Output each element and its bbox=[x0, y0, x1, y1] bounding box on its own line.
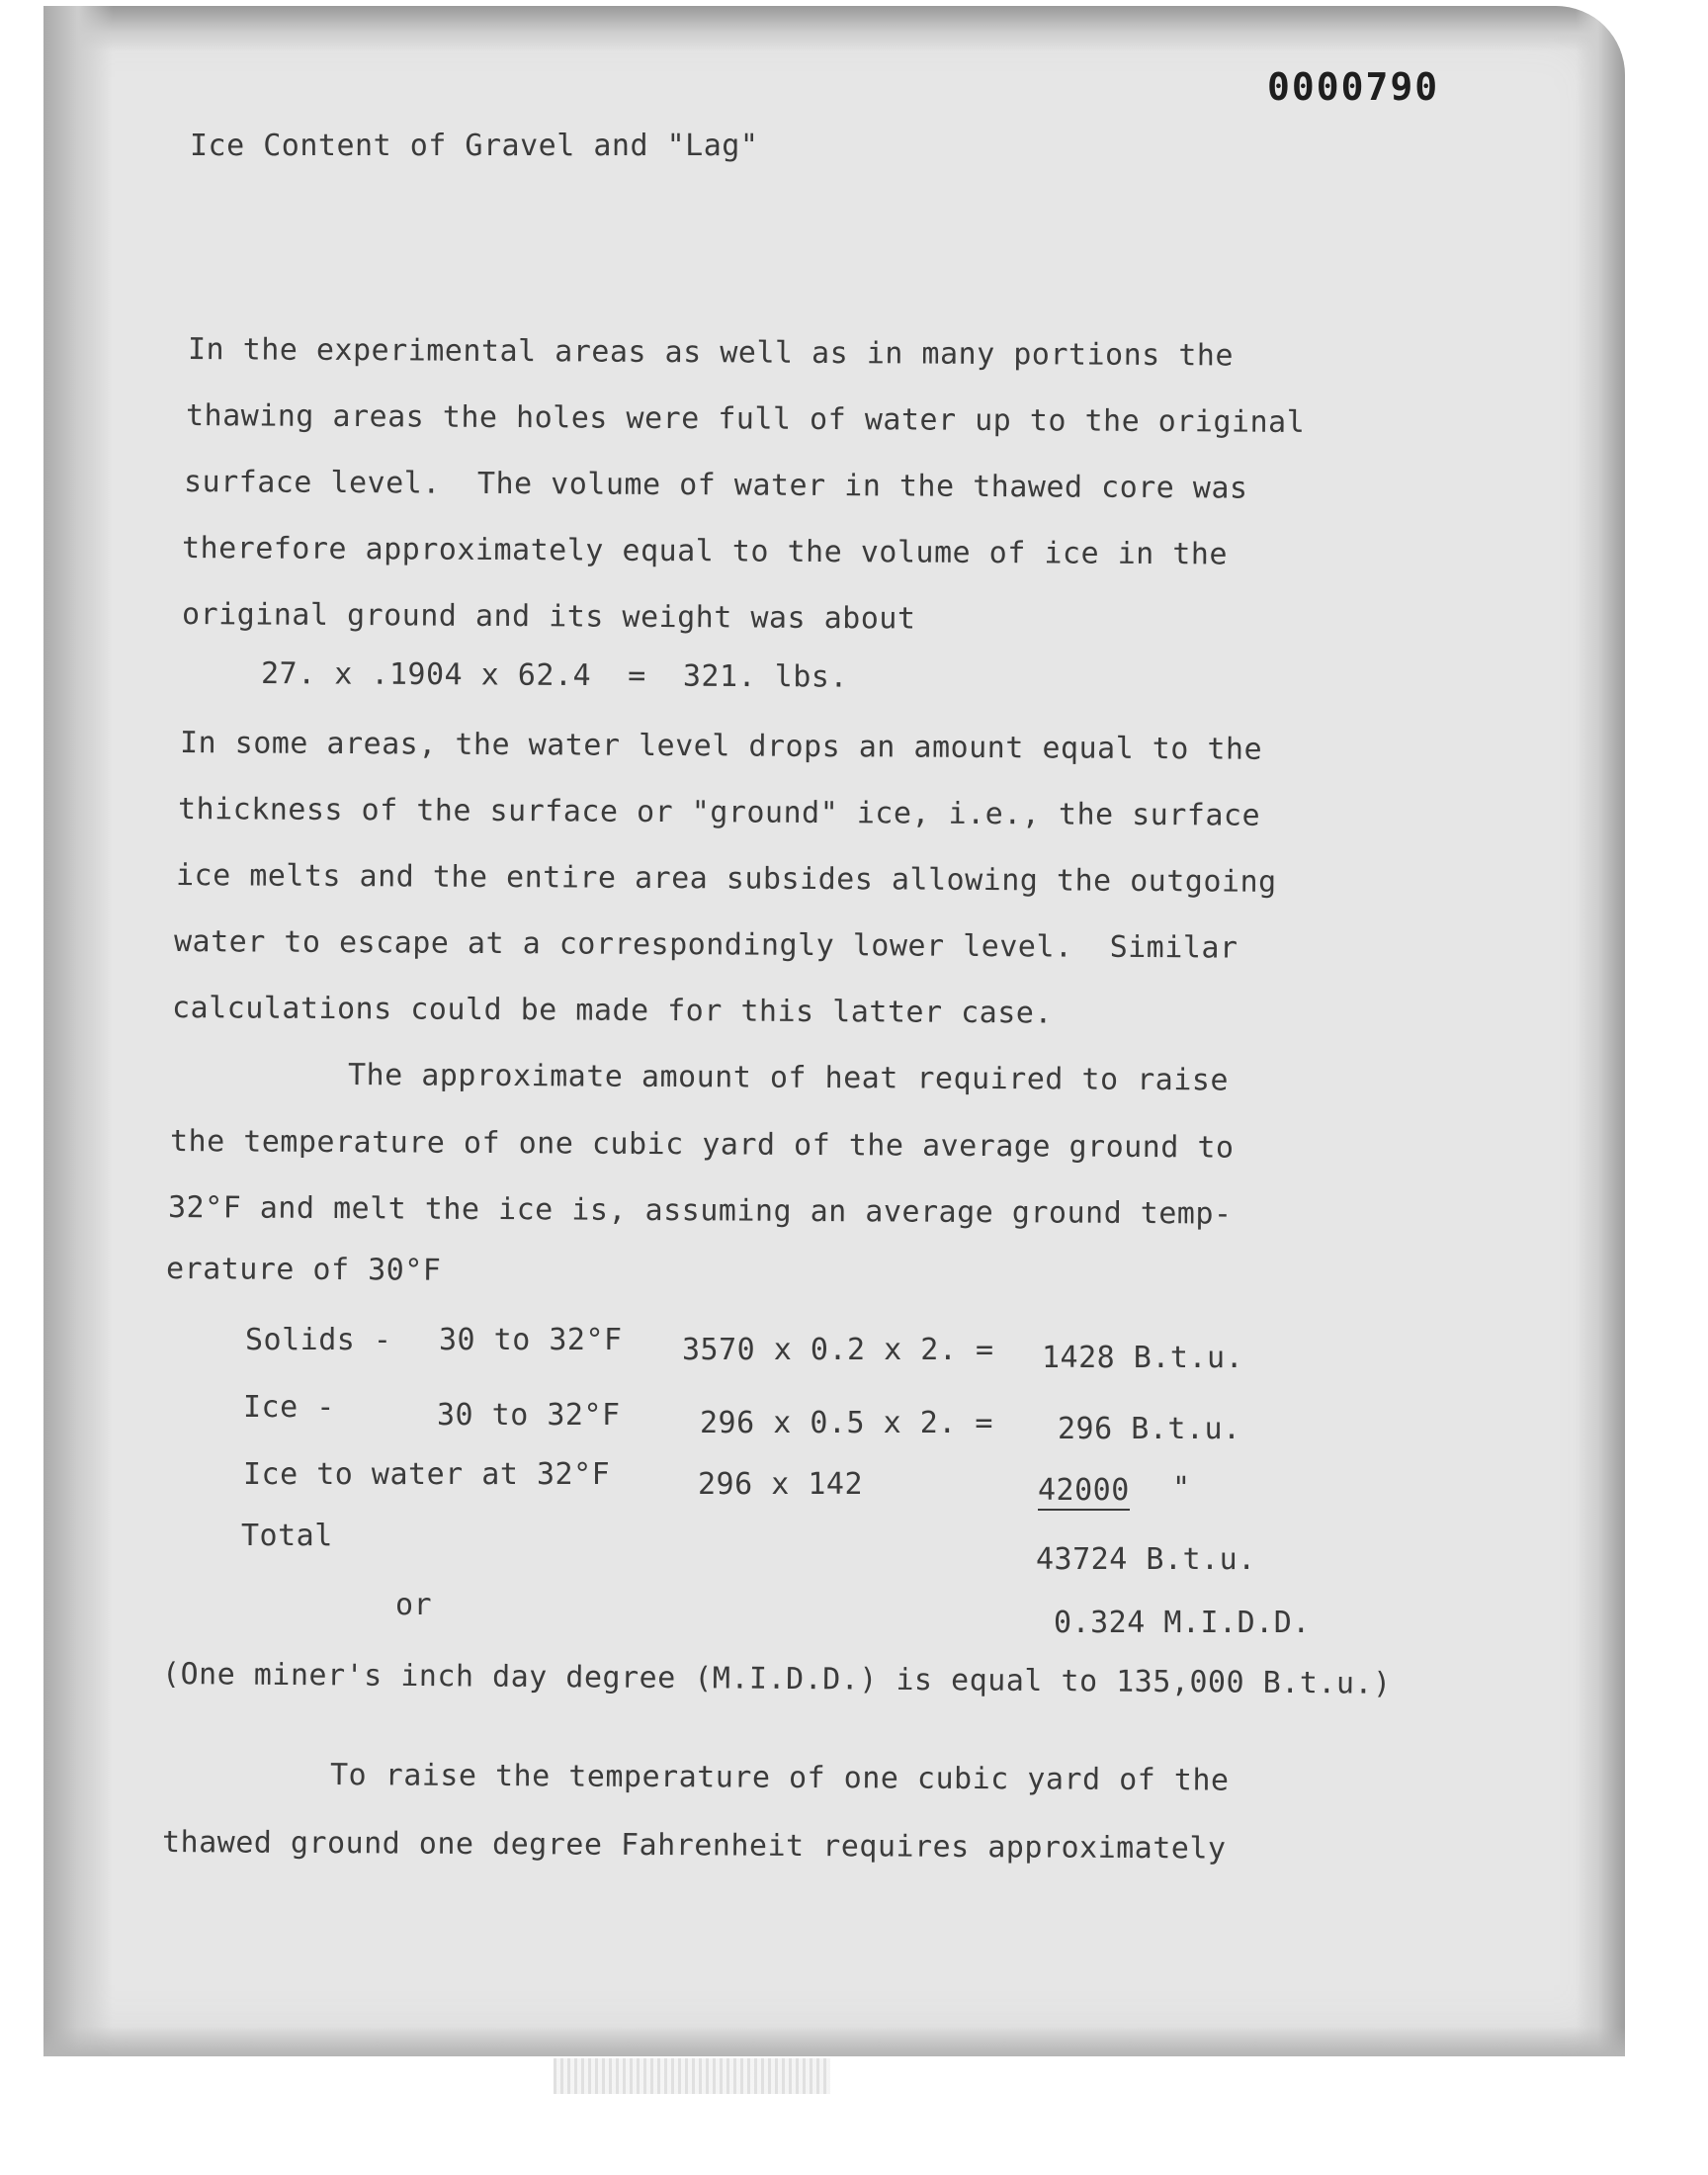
calc-unit: " bbox=[1172, 1471, 1191, 1506]
calc-label: Ice to water at 32°F bbox=[243, 1457, 611, 1492]
calc-expression: 3570 x 0.2 x 2. = bbox=[682, 1333, 994, 1367]
calc-expression: 296 x 142 bbox=[698, 1467, 864, 1502]
body-line: To raise the temperature of one cubic yard of the bbox=[329, 1758, 1230, 1798]
body-line: The approximate amount of heat required to raise bbox=[347, 1058, 1230, 1098]
page-edge-shadow-left bbox=[43, 6, 113, 2056]
calc-expression: 296 x 0.5 x 2. = bbox=[700, 1406, 993, 1440]
page-title: Ice Content of Gravel and "Lag" bbox=[190, 129, 759, 163]
body-line: the temperature of one cubic yard of the average ground to bbox=[169, 1124, 1235, 1166]
calc-range: 30 to 32°F bbox=[439, 1323, 623, 1357]
calc-total-midd: 0.324 M.I.D.D. bbox=[1054, 1606, 1311, 1640]
scanned-page bbox=[43, 6, 1625, 2056]
calc-total-value: 43724 B.t.u. bbox=[1036, 1542, 1256, 1577]
body-line: surface level. The volume of water in the thawed core was bbox=[183, 465, 1248, 506]
body-line: erature of 30°F bbox=[165, 1252, 442, 1288]
body-line: ice melts and the entire area subsides allowing the outgoing bbox=[175, 858, 1277, 900]
midd-definition-note: (One miner's inch day degree (M.I.D.D.) is equal to 135,000 B.t.u.) bbox=[161, 1657, 1392, 1701]
body-line: In the experimental areas as well as in many portions the bbox=[187, 332, 1235, 374]
body-line: original ground and its weight was about bbox=[181, 597, 916, 637]
weight-equation: 27. x .1904 x 62.4 = 321. lbs. bbox=[260, 656, 849, 695]
body-line: water to escape at a correspondingly lower level. Similar bbox=[173, 924, 1238, 966]
body-line: thawing areas the holes were full of water up to the original bbox=[185, 398, 1306, 440]
document-number: 0000790 bbox=[1267, 65, 1440, 109]
page-edge-shadow-top bbox=[43, 6, 1625, 51]
calc-label: Ice - bbox=[243, 1390, 335, 1425]
calc-label: or bbox=[395, 1588, 433, 1622]
calc-value: 1428 B.t.u. bbox=[1042, 1341, 1244, 1375]
calc-label: Total bbox=[241, 1519, 333, 1553]
binding-mark bbox=[554, 2058, 830, 2094]
page-edge-shadow-bottom bbox=[43, 2027, 1625, 2056]
body-line: 32°F and melt the ice is, assuming an average ground temp- bbox=[167, 1190, 1233, 1232]
page-edge-shadow-right bbox=[1576, 6, 1625, 2056]
body-line: therefore approximately equal to the volume of ice in the bbox=[181, 531, 1229, 572]
body-line: In some areas, the water level drops an amount equal to the bbox=[179, 726, 1263, 767]
body-line: calculations could be made for this latter case. bbox=[171, 991, 1054, 1031]
calc-value: 42000 bbox=[1038, 1473, 1130, 1511]
body-line: thawed ground one degree Fahrenheit requires approximately bbox=[161, 1825, 1227, 1867]
body-line: thickness of the surface or "ground" ice, i.e., the surface bbox=[177, 792, 1261, 833]
calc-value: 296 B.t.u. bbox=[1058, 1412, 1241, 1446]
calc-range: 30 to 32°F bbox=[437, 1398, 621, 1433]
calc-label: Solids - bbox=[245, 1323, 392, 1357]
